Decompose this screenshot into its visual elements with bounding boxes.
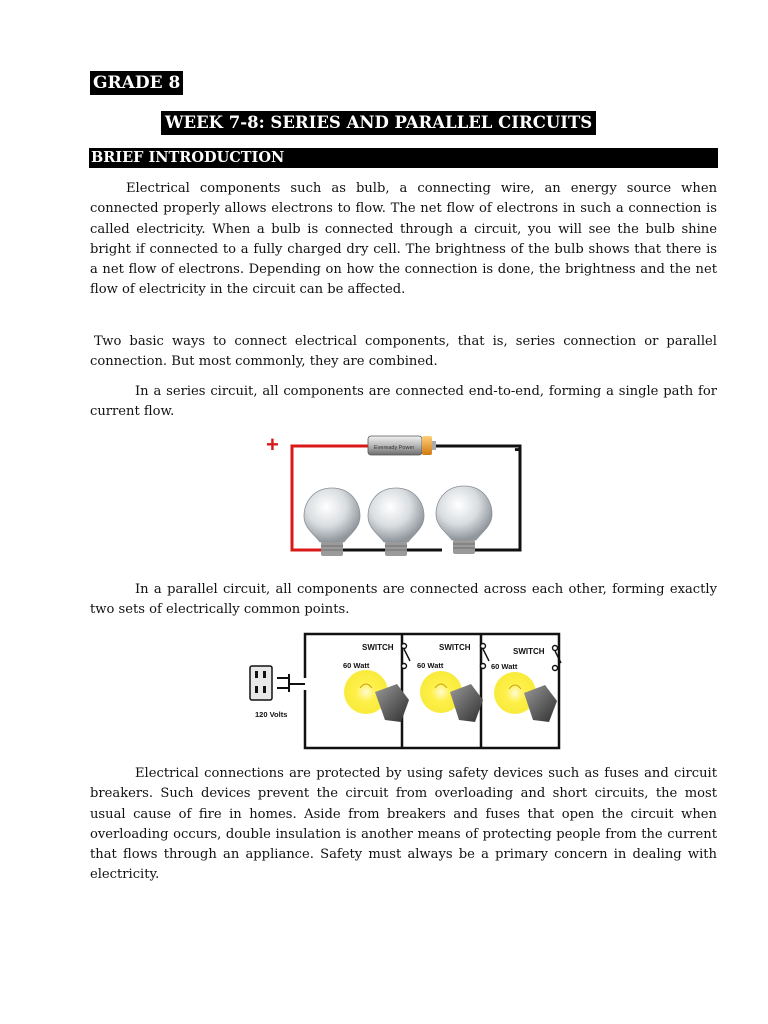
connection-types-paragraph: Two basic ways to connect electrical components, that is, series connection or parallel connection. But most commonly, they are combined. [90, 334, 717, 370]
intro-paragraph: Electrical components such as bulb, a connecting wire, an energy source when connected properly allows electrons to flow. The net flow of electrons in such a connection is called electricity. When a bulb is connected through a circuit, you will see the bulb shine bright if connected to a fully charged dry cell. The brightness of the bulb shows that there is a net flow of electrons. Depending on how the connection is done, the brightness and the net flow of electricity in the circuit can be affected. [90, 181, 717, 298]
series-paragraph: In a series circuit, all components are connected end-to-end, forming a single path for current flow. [90, 384, 717, 420]
grade-heading: GRADE 8 [90, 71, 183, 95]
switch-label-1: SWITCH [362, 643, 394, 652]
safety-paragraph: Electrical connections are protected by using safety devices such as fuses and circuit breakers. Such devices prevent the circuit from overloading and short circuits, the most usual cause of fire in homes. Aside from breakers and fuses that open the circuit when overloading occurs, double insulation is another means of protecting people from the current that flows through an appliance. Safety must always be a primary concern in dealing with electricity. [90, 766, 717, 883]
plus-sign: + [266, 432, 279, 457]
lit-bulb-icon [344, 670, 409, 722]
battery-label: Eveready Power [374, 445, 415, 451]
outlet-icon [250, 666, 305, 700]
voltage-label: 120 Volts [255, 710, 288, 719]
watt-label-3: 60 Watt [491, 662, 518, 671]
switch-label-3: SWITCH [513, 647, 545, 656]
switch-label-2: SWITCH [439, 643, 471, 652]
parallel-paragraph: In a parallel circuit, all components are connected across each other, forming exactly two sets of electrically common points. [90, 582, 717, 618]
watt-label-1: 60 Watt [343, 661, 370, 670]
bulb-icon [368, 488, 424, 556]
minus-sign: - [514, 435, 522, 462]
lit-bulb-icon [420, 671, 483, 722]
parallel-circuit-figure [245, 630, 565, 755]
section-heading: BRIEF INTRODUCTION [89, 148, 718, 168]
lit-bulb-icon [494, 672, 557, 722]
series-circuit-figure [258, 430, 540, 570]
battery-icon [368, 436, 436, 455]
week-title: WEEK 7-8: SERIES AND PARALLEL CIRCUITS [161, 111, 596, 135]
bulb-icon [436, 486, 492, 554]
bulb-icon [304, 488, 360, 556]
watt-label-2: 60 Watt [417, 661, 444, 670]
